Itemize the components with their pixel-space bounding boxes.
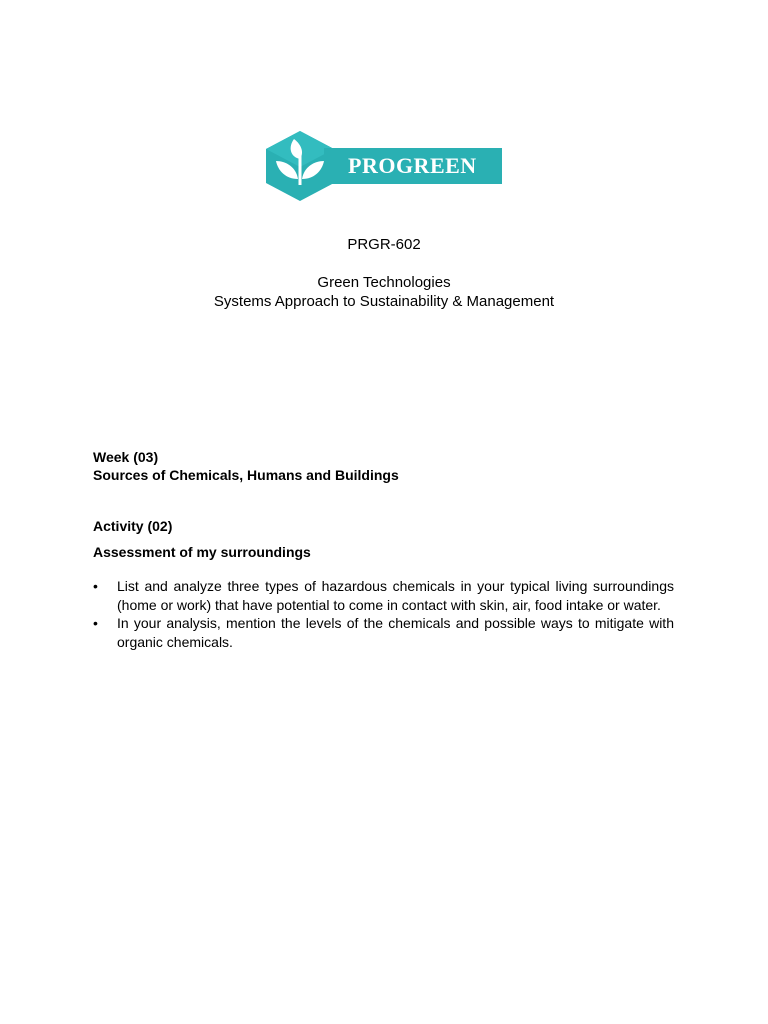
list-item xyxy=(93,577,674,614)
activity-label: Activity (02) xyxy=(93,518,173,534)
activity-title: Assessment of my surroundings xyxy=(93,544,311,560)
list-item-text: In your analysis, mention the levels of the chemicals and possible ways to mitigate with organic chemicals. xyxy=(117,615,674,650)
instruction-list xyxy=(93,577,674,651)
course-title: Green Technologies xyxy=(317,274,451,291)
course-code: PRGR-602 xyxy=(347,236,421,253)
list-item xyxy=(93,614,674,651)
bullet-icon: • xyxy=(93,615,98,631)
week-label: Week (03) xyxy=(93,449,159,465)
week-topic: Sources of Chemicals, Humans and Buildings xyxy=(93,467,399,483)
bullet-icon: • xyxy=(93,578,98,594)
list-item-text: List and analyze three types of hazardous chemicals in your typical living surroundings (home or work) that have potential to come in contact with skin, air, food intake or water. xyxy=(117,578,674,613)
logo-brand-text: PROGREEN xyxy=(348,153,477,178)
progreen-logo xyxy=(264,129,504,203)
course-subtitle: Systems Approach to Sustainability & Management xyxy=(213,293,555,310)
